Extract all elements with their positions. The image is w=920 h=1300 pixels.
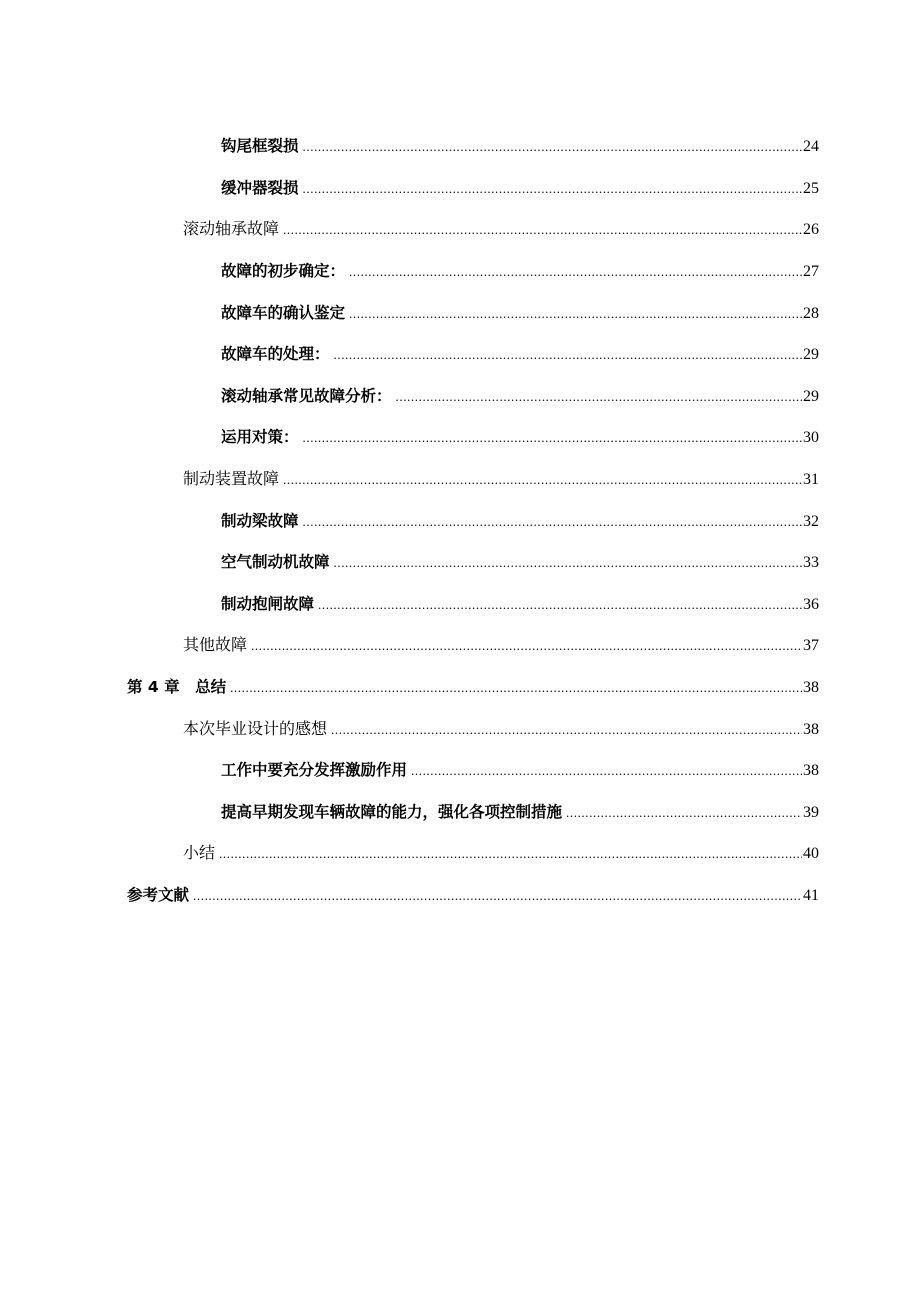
toc-entry-title: 小结 [183, 843, 216, 863]
toc-dot-leader [303, 512, 802, 532]
toc-entry[interactable] [0, 833, 920, 875]
toc-dot-leader [566, 803, 802, 823]
toc-entry[interactable] [0, 625, 920, 667]
toc-page-number: 40 [803, 845, 819, 863]
toc-entry-title: 钩尾框裂损 [221, 137, 299, 156]
toc-page-number: 31 [803, 471, 819, 489]
toc-dot-leader [349, 262, 802, 282]
toc-page-number: 41 [803, 886, 819, 904]
toc-entry-title: 参考文献 [127, 885, 190, 904]
toc-entry-title: 工作中要充分发挥激励作用 [221, 761, 408, 780]
toc-dot-leader [303, 428, 802, 448]
toc-entry[interactable] [0, 875, 920, 917]
toc-page-number: 37 [803, 637, 819, 655]
toc-entry-title: 提高早期发现车辆故障的能力，强化各项控制措施 [221, 802, 563, 821]
toc-entry[interactable] [0, 417, 920, 459]
toc-page-number: 30 [803, 429, 819, 447]
toc-entry-title: 故障的初步确定： [221, 262, 346, 281]
toc-entry-title: 运用对策： [221, 428, 299, 447]
toc-entry-title: 其他故障 [183, 635, 248, 655]
toc-dot-leader [230, 678, 802, 698]
toc-entry[interactable] [0, 708, 920, 750]
toc-entry[interactable] [0, 292, 920, 334]
toc-page-number: 26 [803, 221, 819, 239]
toc-entry-title: 缓冲器裂损 [221, 178, 299, 197]
toc-page-number: 38 [803, 679, 819, 697]
toc-entry[interactable] [0, 542, 920, 584]
toc-page-number: 39 [803, 803, 819, 821]
toc-entry[interactable] [0, 376, 920, 418]
toc-page-number: 28 [803, 304, 819, 322]
toc-entry[interactable] [0, 500, 920, 542]
toc-dot-leader [334, 345, 802, 365]
toc-page-number: 32 [803, 512, 819, 530]
toc-page-number: 29 [803, 387, 819, 405]
toc-page-number: 29 [803, 346, 819, 364]
toc-entry-title: 故障车的确认鉴定 [221, 303, 346, 322]
toc-dot-leader [283, 220, 802, 240]
toc-entry-title: 制动梁故障 [221, 511, 299, 530]
toc-dot-leader [251, 636, 802, 656]
toc-page-number: 38 [803, 762, 819, 780]
toc-page-number: 38 [803, 720, 819, 738]
toc-dot-leader [193, 886, 802, 906]
toc-dot-leader [303, 179, 802, 199]
toc-dot-leader [349, 304, 802, 324]
toc-dot-leader [283, 470, 802, 490]
toc-dot-leader [334, 553, 802, 573]
toc-entry-title: 本次毕业设计的感想 [183, 718, 328, 738]
toc-entry[interactable] [0, 667, 920, 709]
toc-entry[interactable] [0, 126, 920, 168]
toc-entry-title: 滚动轴承常见故障分析： [221, 386, 392, 405]
toc-page-number: 24 [803, 138, 819, 156]
toc-entry[interactable] [0, 168, 920, 210]
toc-entry-title: 故障车的处理： [221, 345, 330, 364]
toc-entry[interactable] [0, 459, 920, 501]
toc-entry[interactable] [0, 209, 920, 251]
toc-page-number: 27 [803, 263, 819, 281]
toc-entry-title: 制动装置故障 [183, 469, 280, 489]
toc-entry-title: 滚动轴承故障 [183, 219, 280, 239]
toc-dot-leader [219, 844, 802, 864]
toc-dot-leader [331, 720, 802, 740]
toc-entry-title: 第 4 章 总结 [127, 678, 227, 697]
toc-dot-leader [318, 595, 802, 615]
toc-dot-leader [303, 137, 802, 157]
toc-entry[interactable] [0, 792, 920, 834]
toc-entry[interactable] [0, 584, 920, 626]
toc-entry[interactable] [0, 334, 920, 376]
table-of-contents [0, 126, 920, 916]
toc-entry[interactable] [0, 251, 920, 293]
toc-entry[interactable] [0, 750, 920, 792]
toc-page-number: 33 [803, 554, 819, 572]
toc-page-number: 25 [803, 179, 819, 197]
toc-page-number: 36 [803, 595, 819, 613]
toc-entry-title: 空气制动机故障 [221, 553, 330, 572]
toc-entry-title: 制动抱闸故障 [221, 594, 315, 613]
toc-dot-leader [396, 387, 802, 407]
toc-dot-leader [411, 761, 802, 781]
